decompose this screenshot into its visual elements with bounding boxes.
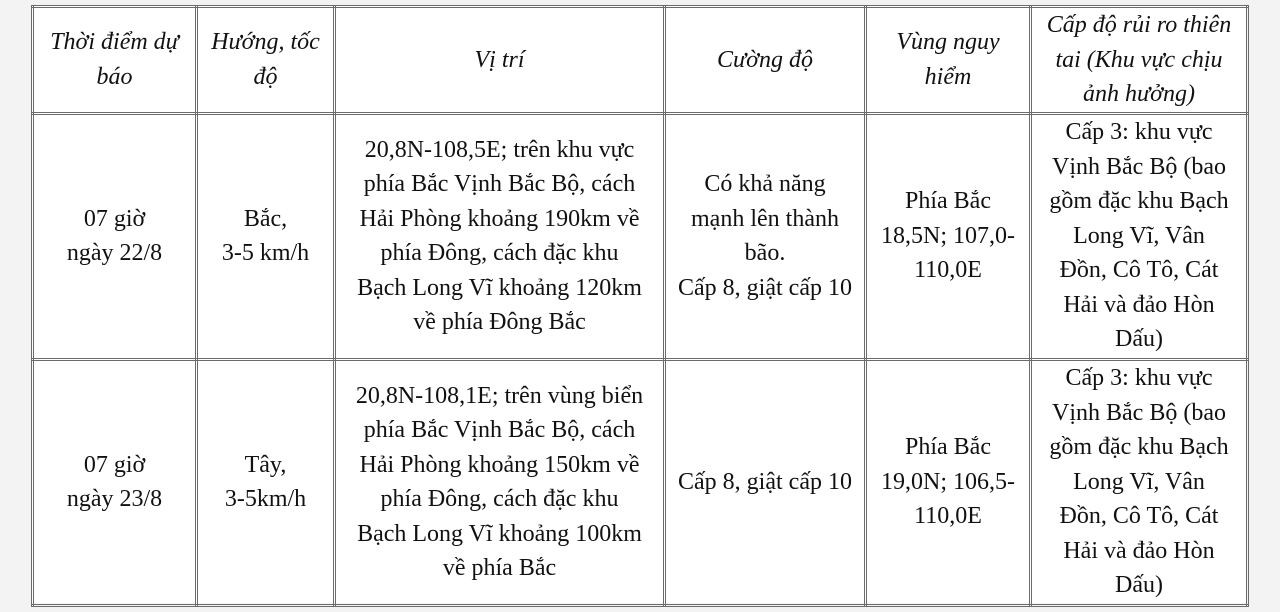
cell-intensity [665, 113, 866, 359]
cell-time [33, 113, 197, 359]
header-intensity-line: Cường độ [717, 46, 813, 73]
cell-line: 07 giờ [83, 451, 146, 478]
header-risk-level-line: tai (Khu vực chịu [1055, 46, 1223, 73]
cell-line: Bắc, [243, 205, 288, 232]
cell-line: Phía Bắc [905, 434, 991, 461]
cell-line: Dấu) [1115, 326, 1163, 353]
cell-line: 18,5N; 107,0- [881, 222, 1015, 249]
header-position-line: Vị trí [474, 46, 525, 73]
cell-line: Vịnh Bắc Bộ (bao [1052, 153, 1226, 180]
cell-line: Long Vĩ, Vân [1073, 222, 1205, 249]
cell-line: 110,0E [914, 257, 982, 284]
cell-line: 110,0E [914, 503, 982, 530]
header-direction-line: Hướng, tốc [211, 29, 320, 56]
cell-danger-zone [866, 113, 1031, 359]
cell-risk-level [1031, 359, 1248, 605]
header-position [335, 7, 665, 114]
cell-line: phía Đông, cách đặc khu [380, 240, 619, 266]
cell-line: gồm đặc khu Bạch [1049, 188, 1229, 215]
cell-line: Hải và đảo Hòn [1063, 537, 1215, 564]
table-row [33, 113, 1248, 359]
cell-line: 20,8N-108,5E; trên khu vực [364, 136, 635, 163]
cell-line: Vịnh Bắc Bộ (bao [1052, 399, 1226, 426]
cell-line: Bạch Long Vĩ khoảng 100km [357, 520, 642, 547]
cell-position [335, 113, 665, 359]
cell-direction [197, 359, 335, 605]
cell-line: Bạch Long Vĩ khoảng 120km [357, 274, 642, 301]
cell-line: Cấp 8, giật cấp 10 [678, 274, 852, 301]
header-danger-zone-line: Vùng nguy [896, 29, 1000, 56]
cell-risk-level [1031, 113, 1248, 359]
header-time [33, 7, 197, 114]
header-intensity [665, 7, 866, 114]
cell-line: phía Đông, cách đặc khu [380, 486, 619, 512]
cell-line: 3-5 km/h [221, 240, 310, 266]
header-risk-level-line: Cấp độ rủi ro thiên [1046, 12, 1232, 38]
cell-line: bão. [744, 240, 786, 266]
cell-line: Hải và đảo Hòn [1063, 291, 1215, 318]
cell-line: Có khả năng [704, 171, 826, 197]
header-row [33, 7, 1248, 114]
cell-time [33, 359, 197, 605]
cell-line: Phía Bắc [905, 188, 991, 215]
cell-line: về phía Bắc [442, 555, 557, 581]
cell-line: phía Bắc Vịnh Bắc Bộ, cách [363, 417, 636, 443]
cell-line: 19,0N; 106,5- [881, 468, 1015, 495]
cell-line: 07 giờ [83, 205, 146, 232]
header-direction [197, 7, 335, 114]
cell-line: Long Vĩ, Vân [1073, 468, 1205, 495]
cell-intensity [665, 359, 866, 605]
header-time-line: Thời điểm dự [50, 29, 179, 56]
table-row [33, 359, 1248, 605]
cell-line: mạnh lên thành [691, 205, 839, 232]
cell-line: Cấp 3: khu vực [1065, 119, 1213, 146]
header-danger-zone-line: hiểm [924, 63, 972, 90]
cell-line: ngày 22/8 [66, 240, 163, 266]
cell-line: phía Bắc Vịnh Bắc Bộ, cách [363, 171, 636, 197]
cell-danger-zone [866, 359, 1031, 605]
cell-position [335, 359, 665, 605]
cell-line: về phía Đông Bắc [413, 309, 586, 335]
cell-direction [197, 113, 335, 359]
cell-line: 3-5km/h [224, 486, 307, 512]
forecast-document [31, 5, 1246, 603]
header-time-line: báo [96, 63, 133, 90]
cell-line: Cấp 3: khu vực [1065, 365, 1213, 392]
cell-line: Hải Phòng khoảng 150km về [359, 451, 640, 478]
header-direction-line: độ [253, 63, 278, 90]
cell-line: 20,8N-108,1E; trên vùng biển [355, 382, 644, 409]
cell-line: Đồn, Cô Tô, Cát [1059, 503, 1219, 530]
forecast-table [31, 5, 1249, 607]
cell-line: Hải Phòng khoảng 190km về [359, 205, 640, 232]
header-risk-level [1031, 7, 1248, 114]
cell-line: Tây, [244, 451, 287, 478]
cell-line: Đồn, Cô Tô, Cát [1059, 257, 1219, 284]
cell-line: ngày 23/8 [66, 486, 163, 512]
header-risk-level-line: ảnh hưởng) [1083, 81, 1195, 107]
cell-line: Dấu) [1115, 572, 1163, 599]
cell-line: gồm đặc khu Bạch [1049, 434, 1229, 461]
header-danger-zone [866, 7, 1031, 114]
cell-line: Cấp 8, giật cấp 10 [678, 468, 852, 495]
